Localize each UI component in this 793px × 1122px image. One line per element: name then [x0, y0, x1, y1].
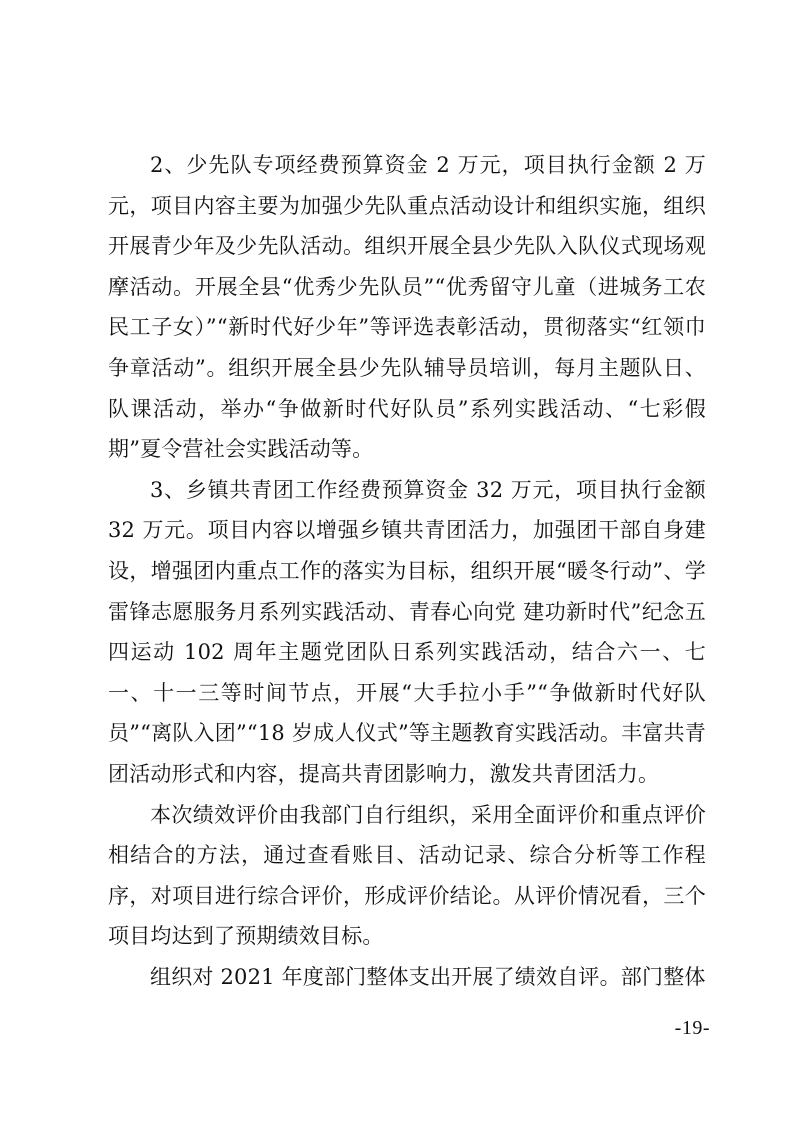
page-number: -19-: [674, 1017, 710, 1039]
paragraph-township-league-funds: 3、乡镇共青团工作经费预算资金 32 万元，项目执行金额 32 万元。项目内容以增强乡镇共青团活力，加强团干部自身建设，增强团内重点工作的落实为目标，组织开展“暖冬行动”、学雷锋志愿服务月系列实践活动、青春心向党 建功新时代”纪念五四运动 102 周年主题党团队日系列实践活动，结合六一、七一、十一三等时间节点，开展“大手拉小手”“争做新时代好队员”“离队入团”“18 岁成人仪式”等主题教育实践活动。丰富共青团活动形式和内容，提高共青团影响力，激发共青团活力。: [108, 477, 706, 786]
paragraph-young-pioneers-funds: 2、少先队专项经费预算资金 2 万元，项目执行金额 2 万元，项目内容主要为加强少先队重点活动设计和组织实施，组织开展青少年及少先队活动。组织开展全县少先队入队仪式现场观摩活动。开展全县“优秀少先队员”“优秀留守儿童（进城务工农民工子女）”“新时代好少年”等评选表彰活动，贯彻落实“红领巾争章活动”。组织开展全县少先队辅导员培训，每月主题队日、队课活动，举办“争做新时代好队员”系列实践活动、“七彩假期”夏令营社会实践活动等。: [108, 153, 706, 462]
paragraph-overall-expenditure: 组织对 2021 年度部门整体支出开展了绩效自评。部门整体: [150, 964, 706, 989]
paragraph-evaluation-method: 本次绩效评价由我部门自行组织，采用全面评价和重点评价相结合的方法，通过查看账目、活动记录、综合分析等工作程序，对项目进行综合评价，形成评价结论。从评价情况看，三个项目均达到了预期绩效目标。: [108, 802, 706, 949]
document-body: [108, 145, 706, 997]
